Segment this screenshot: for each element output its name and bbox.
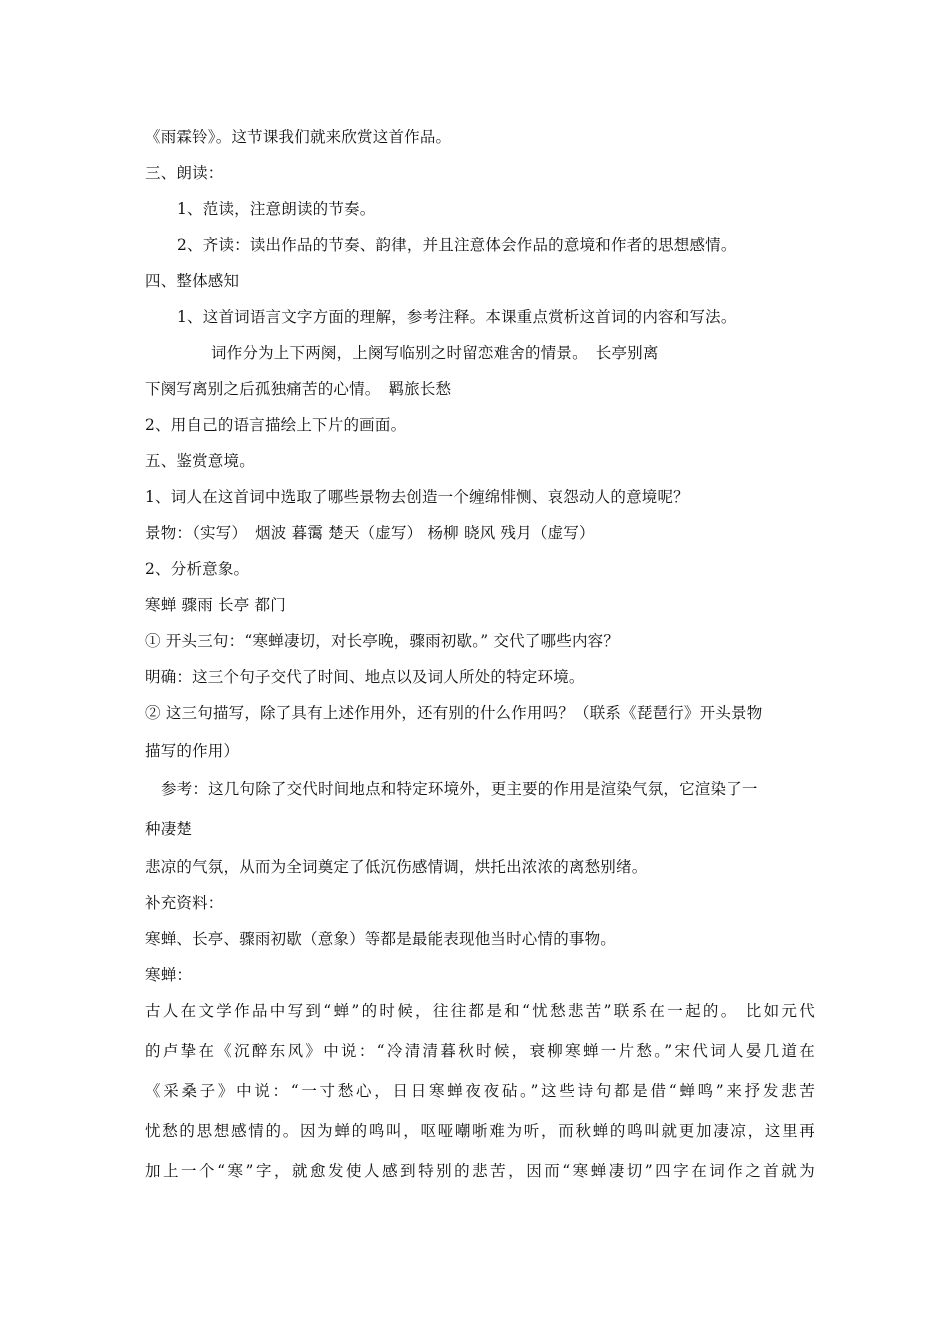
text-line-21: 悲凉的气氛，从而为全词奠定了低沉伤感情调，烘托出浓浓的离愁别绪。 [145, 858, 648, 876]
text-line-3: 1、范读，注意朗读的节奏。 [177, 200, 376, 218]
text-line-4: 2、齐读：读出作品的节奏、韵律，并且注意体会作品的意境和作者的思想感情。 [177, 236, 737, 254]
text-line-17: ② 这三句描写，除了具有上述作用外，还有别的什么作用吗？（联系《琵琶行》开头景物 [145, 704, 763, 722]
text-line-12: 景物：（实写） 烟波 暮霭 楚天（虚写） 杨柳 晓风 残月（虚写） [145, 524, 595, 542]
text-line-8: 下阕写离别之后孤独痛苦的心情。 羁旅长愁 [145, 380, 452, 398]
text-line-11: 1、词人在这首词中选取了哪些景物去创造一个缠绵悱恻、哀怨动人的意境呢？ [145, 488, 689, 506]
text-line-13: 2、分析意象。 [145, 560, 250, 578]
text-line-26: 的卢挚在《沉醉东风》中说：“冷清清暮秋时候，衰柳寒蝉一片愁。”宋代词人晏几道在 [145, 1042, 815, 1060]
section-heading-reading: 三、朗读： [145, 164, 224, 182]
text-line-28: 忧愁的思想感情的。因为蝉的鸣叫，呕哑嘲哳难为听，而秋蝉的鸣叫就更加凄凉，这里再 [145, 1122, 815, 1140]
text-line-19: 参考：这几句除了交代时间地点和特定环境外，更主要的作用是渲染气氛，它渲染了一 [161, 780, 758, 798]
text-line-27: 《采桑子》中说：“一寸愁心，日日寒蝉夜夜砧。”这些诗句都是借“蝉鸣”来抒发悲苦 [145, 1082, 815, 1100]
text-line-20: 种凄楚 [145, 820, 193, 838]
text-line-15: ① 开头三句：“寒蝉凄切，对长亭晚，骤雨初歇。” 交代了哪些内容？ [145, 632, 620, 650]
text-line-24: 寒蝉： [145, 966, 193, 984]
text-line-1: 《雨霖铃》。这节课我们就来欣赏这首作品。 [145, 128, 452, 146]
text-line-29: 加上一个“寒”字，就愈发使人感到特别的悲苦，因而“寒蝉凄切”四字在词作之首就为 [145, 1162, 815, 1180]
section-heading-appreciation: 五、鉴赏意境。 [145, 452, 255, 470]
text-line-9: 2、用自己的语言描绘上下片的画面。 [145, 416, 407, 434]
text-line-6: 1、这首词语言文字方面的理解，参考注释。本课重点赏析这首词的内容和写法。 [177, 308, 737, 326]
text-line-23: 寒蝉、长亭、骤雨初歇（意象）等都是最能表现他当时心情的事物。 [145, 930, 617, 948]
text-line-22: 补充资料： [145, 894, 224, 912]
text-line-7: 词作分为上下两阕，上阕写临别之时留恋难舍的情景。 长亭别离 [211, 344, 659, 362]
text-line-18: 描写的作用） [145, 742, 240, 760]
section-heading-overview: 四、整体感知 [145, 272, 240, 290]
text-line-16: 明确：这三个句子交代了时间、地点以及词人所处的特定环境。 [145, 668, 585, 686]
text-line-25: 古人在文学作品中写到“蝉”的时候，往往都是和“忧愁悲苦”联系在一起的。 比如元代 [145, 1002, 815, 1020]
text-line-14: 寒蝉 骤雨 长亭 都门 [145, 596, 286, 614]
